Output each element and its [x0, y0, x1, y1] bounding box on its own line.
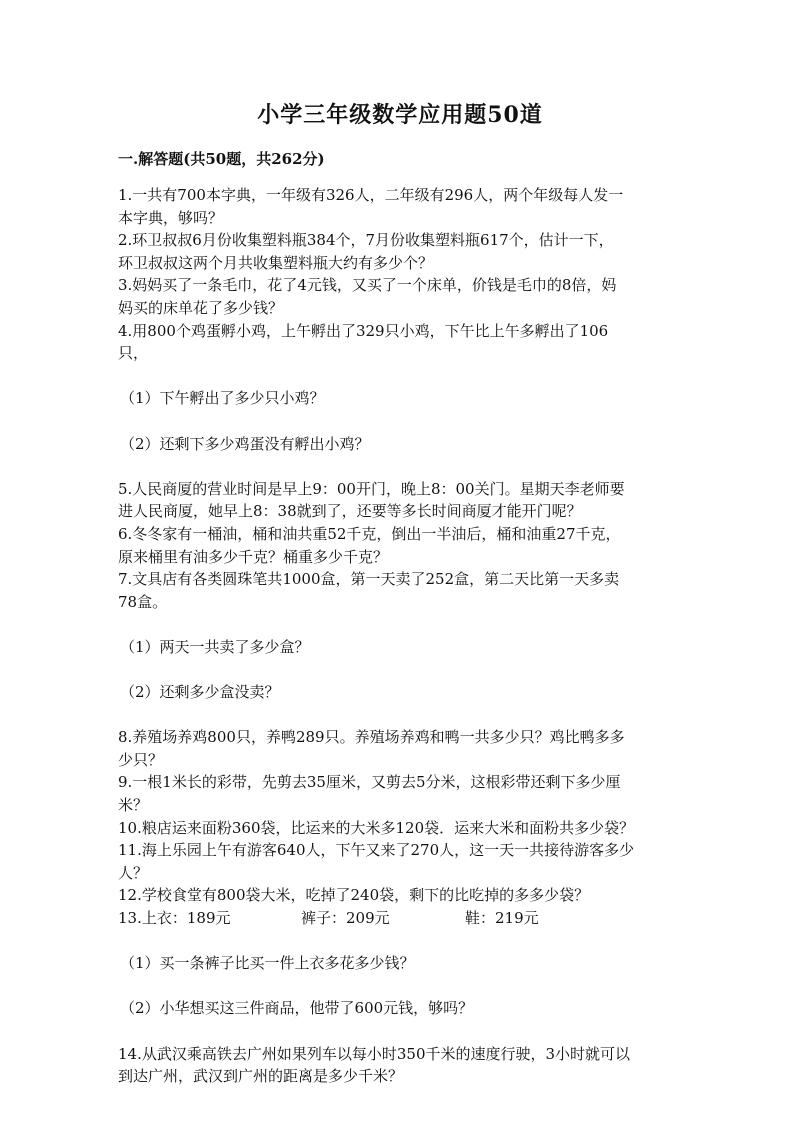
question-line: 人？: [118, 863, 149, 882]
question-11: [118, 839, 684, 884]
question-1: [118, 184, 684, 229]
price-pants: 裤子：209元: [301, 909, 390, 927]
question-line: 78盒。: [118, 592, 168, 611]
question-line: 环卫叔叔这两个月共收集塑料瓶大约有多少个？: [118, 253, 434, 272]
question-line: 原来桶里有油多少千克？桶重多少千克？: [118, 547, 389, 566]
question-13: [118, 907, 684, 1043]
question-12: [118, 884, 684, 907]
question-line: 妈买的床单花了多少钱？: [118, 298, 284, 317]
question-10: [118, 817, 684, 840]
sub-question: （2）还剩多少盒没卖？: [120, 683, 280, 702]
question-line: 少只？: [118, 750, 164, 769]
question-line: 1.一共有700本字典，一年级有326人，二年级有296人，两个年级每人发一: [118, 186, 624, 204]
question-5: [118, 478, 684, 523]
question-4: [118, 320, 684, 478]
question-line: 到达广州，武汉到广州的距离是多少千米？: [118, 1067, 404, 1086]
question-line: 4.用800个鸡蛋孵小鸡，上午孵出了329只小鸡，下午比上午多孵出了106: [118, 321, 609, 340]
sub-question: （1）两天一共卖了多少盒？: [120, 637, 310, 656]
question-line: 只，: [118, 344, 149, 363]
question-line: 11.海上乐园上午有游客640人，下午又来了270人，这一天一共接待游客多少: [118, 841, 635, 860]
sub-question: （1）下午孵出了多少只小鸡？: [120, 389, 325, 408]
question-line: 14.从武汉乘高铁去广州如果列车以每小时350千米的速度行驶，3小时就可以: [118, 1044, 631, 1063]
question-line: 本字典，够吗？: [118, 208, 224, 227]
question-7: [118, 568, 684, 726]
question-line: 12.学校食堂有800袋大米，吃掉了240袋，剩下的比吃掉的多多少袋？: [118, 886, 590, 905]
question-6: [118, 523, 684, 568]
question-list: [118, 184, 684, 1088]
question-line: 进人民商厦，她早上8：38就到了，还要等多长时间商厦才能开门呢？: [118, 502, 582, 521]
question-14: [118, 1043, 684, 1088]
sub-question: （2）小华想买这三件商品，他带了600元钱，够吗？: [120, 999, 474, 1018]
price-shoes: 鞋：219元: [465, 909, 539, 927]
question-8: [118, 726, 684, 771]
page-title: 小学三年级数学应用题50道: [257, 102, 543, 128]
question-line: 米？: [118, 796, 149, 815]
question-line: 7.文具店有各类圆珠笔共1000盒，第一天卖了252盒，第二天比第一天多卖: [118, 570, 620, 589]
price-list: [118, 907, 684, 930]
question-line: 2.环卫叔叔6月份收集塑料瓶384个，7月份收集塑料瓶617个，估计一下，: [118, 231, 614, 250]
question-line: 5.人民商厦的营业时间是早上9：00开门，晚上8：00关门。星期天李老师要: [118, 479, 625, 498]
sub-question: （2）还剩下多少鸡蛋没有孵出小鸡？: [120, 434, 370, 453]
question-line: 6.冬冬家有一桶油，桶和油共重52千克，倒出一半油后，桶和油重27千克，: [118, 524, 621, 543]
question-9: [118, 771, 684, 816]
question-2: [118, 229, 684, 274]
price-top: 13.上衣：189元: [118, 909, 231, 927]
question-line: 10.粮店运来面粉360袋，比运来的大米多120袋．运来大米和面粉共多少袋？: [118, 818, 635, 837]
question-line: 8.养殖场养鸡800只，养鸭289只。养殖场养鸡和鸭一共多少只？鸡比鸭多多: [118, 728, 625, 747]
question-3: [118, 274, 684, 319]
question-line: 3.妈妈买了一条毛巾，花了4元钱，又买了一个床单，价钱是毛巾的8倍，妈: [118, 276, 617, 295]
question-line: 9.一根1米长的彩带，先剪去35厘米，又剪去5分米，这根彩带还剩下多少厘: [118, 773, 621, 792]
section-heading: 一.解答题(共50题，共262分): [118, 150, 325, 168]
sub-question: （1）买一条裤子比买一件上衣多花多少钱？: [120, 954, 415, 973]
